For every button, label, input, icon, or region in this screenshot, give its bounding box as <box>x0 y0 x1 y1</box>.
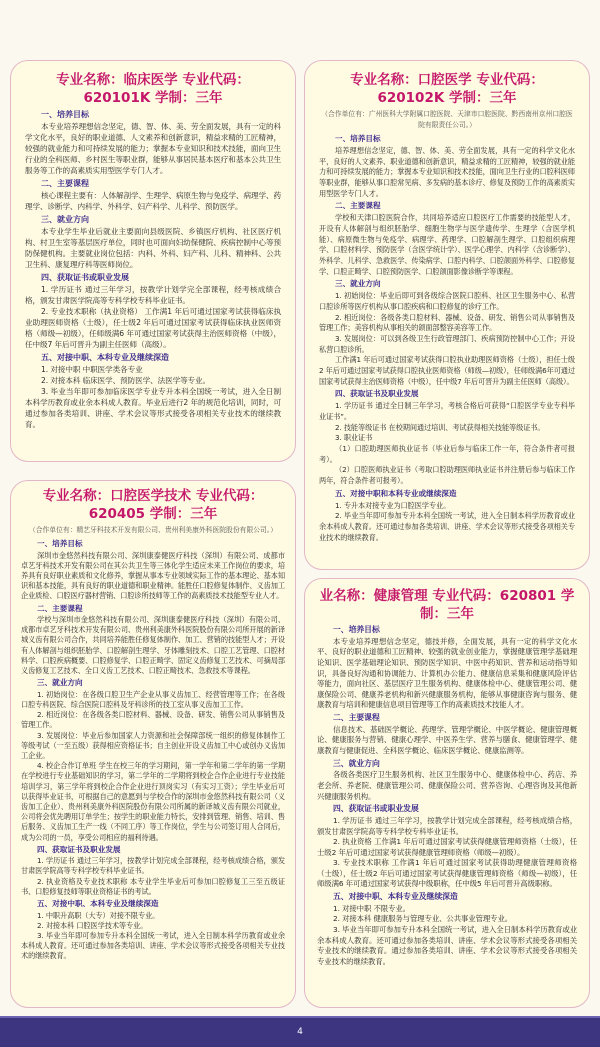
paragraph: 信息技术、基础医学概论、药理学、管理学概论、中医学概论、健康管理概论、健康服务与营销、健康心理学、中医养生学、营养与膳食、健康管理学、健康教育与健康促进、全科医学概论、临床医学概论、健康监测等。 <box>317 724 577 755</box>
paragraph: 3. 职业证书 <box>335 433 373 443</box>
section-title: 一、培养目标 <box>41 110 89 119</box>
section-title: 二、主要课程 <box>41 179 89 188</box>
paragraph: 本专业培养理想信念坚定，德、智、体、美、劳全面发展，具有一定的科学文化水平，良好的职业道德、人文素养和创新意识，精益求精的工匠精神，较强的就业能力和可持续发展的能力；掌握本专业知识和技术技能，面向卫生行业的全科医师、乡村医生等职业群，能够从事居民基本医疗和基本公共卫生服务等工作的高素质实用型医学专门人才。 <box>25 122 281 175</box>
section-title: 五、对接中职、本科专业及继续深造 <box>41 353 169 362</box>
program-subtitle: （合作单位有：精艺牙科技术开发有限公司、贵州利美康外科医院股份有限公司。） <box>28 526 278 534</box>
section-title: 二、主要课程 <box>333 712 380 722</box>
page-footer <box>0 1016 600 1047</box>
paragraph: 3. 毕业当年即可参加专升本科全国统一考试，进入全日制本科学历教育或业余本科成人教育。还可通过参加各类培训、讲座、学术会议等形式接受各项相关专业技术的继续教育。通过参加各类培训、讲座、学术会议等形式接受各项相关专业技术的继续教育。 <box>317 925 577 966</box>
paragraph: 1. 对接中职 中职医学类各专业 <box>41 365 143 374</box>
paragraph: 2. 执业资格 工作满1 年后可通过国家考试获得健康管理师资格（士级），任士级2 年后可通过国家考试获得健康管理师资格（师级—初级）。 <box>317 837 577 857</box>
paragraph: （1）口腔助理医师执业证书（毕业后参与临床工作一年，符合条件者可报考）。 <box>319 444 575 464</box>
paragraph: 各级各类医疗卫生服务机构、社区卫生服务中心、健康体检中心、药店、养老会所、养老院、健康管理公司、健康保险公司、营养咨询、心理咨询及其他新兴健康服务机构。 <box>317 770 577 801</box>
section-title: 四、获取证书及职业发展 <box>335 389 419 399</box>
paragraph: 2. 相近岗位：在各级各类口腔材料、器械、设备、研发、销售公司从事销售及管理工作。 <box>21 710 285 730</box>
paragraph: 1. 学历证书 通过三年学习，按教学计划完成全部课程，经考核成绩合格，颁发甘肃医学院高等专科学校专科毕业证书。 <box>21 856 285 876</box>
paragraph: 1. 学历证书 通过全日制三年学习，考核合格后可获得“口腔医学专业专科毕业证书”。 <box>319 401 575 421</box>
program-title: 专业名称：口腔医学技术 专业代码：620405 学制：三年 <box>42 488 264 522</box>
program-title: 专业名称：口腔医学 专业代码：620102K 学制：三年 <box>350 72 544 106</box>
program-card-health-management <box>304 578 590 1008</box>
paragraph: 2. 技能等级证书 在校期间通过培训、考试获得相关技能等级证书。 <box>335 422 545 432</box>
paragraph: 2. 执业资格及专业技术职称 本专业学生毕业后可参加口腔修复工三至五级证书、口腔修复技师等职业资格证书的考试。 <box>21 876 285 896</box>
section-title: 四、获取证书或职业发展 <box>333 804 419 814</box>
paragraph: 培养理想信念坚定，德、智、体、美、劳全面发展，具有一定的科学文化水平，良好的人文素养、职业道德和创新意识，精益求精的工匠精神，较强的就业能力和可持续发展的能力；掌握本专业知识和技术技能，面向卫生行业的口腔科医师等职业群，能够从事口腔常见病、多发病的基本诊疗、修复及预防工作的高素质实用型医学专门人才。 <box>319 145 575 198</box>
section-title: 三、就业方向 <box>333 758 380 768</box>
paragraph: 1. 对接中职 不限专业。 <box>333 903 410 913</box>
paragraph: 2. 对接本科 口腔医学技术等专业。 <box>37 920 148 930</box>
paragraph: 1. 专升本对接专业为口腔医学专业。 <box>335 500 451 510</box>
paragraph: 3. 发展岗位：可以到各级卫生行政管理部门、疾病预防控制中心工作；开设私营口腔诊所。 <box>319 333 575 354</box>
paragraph: 2. 专业技术职称（执业资格） 工作满1 年后可通过国家考试获得临床执业助理医师资格（士级），任士级2 年后可通过国家考试获得临床执业医师资格（师级—初级），任师级满6 年可通过国家考试获得主治医师资格（中级），任中级7 年后可晋升为副主任医师（高级）。 <box>25 307 281 349</box>
section-title: 一、培养目标 <box>333 625 380 634</box>
paragraph: 2. 对接本科 健康服务与管理专业、公共事业管理专业。 <box>333 914 513 924</box>
paragraph: 3. 专业技术职称 工作满1 年后可通过国家考试获得助理健康管理师资格（士级），任士级2 年后可通过国家考试获得健康管理师资格（师级—初级），任师级满6 年可通过国家考试获得中级职称，任中级5 年后可晋升高级职称。 <box>317 858 577 889</box>
section-title: 五、对接中职、本科专业及继续深造 <box>333 892 458 902</box>
section-title: 一、培养目标 <box>335 134 381 143</box>
section-title: 三、就业方向 <box>37 678 83 688</box>
section-title: 五、对接中职和本科专业或继续深造 <box>335 488 457 498</box>
paragraph: 1. 学历证书 通过三年学习，按教学计划学完全部课程，经考核成绩合格，颁发甘肃医学院高等专科学校专科毕业证书。 <box>25 285 281 305</box>
paragraph: 深圳市金悠然科技有限公司、深圳康泰健医疗科技（深圳）有限公司、成都市卓艺牙科技术开发有限公司在其公共卫生等三体化学生适应未来工作岗位的要求，培养具有良好职业素质和文化修养，掌握从事本专业领域实际工作的基本理论、基本知识和基本技能，具有良好的职业道德和职业精神。能胜任口腔修复体制作、义齿加工企业质检、口腔医疗器材营销、口腔诊所技师等工作的高素质技术技能型专业人才。 <box>21 550 285 601</box>
program-card-clinical-medicine <box>10 60 296 462</box>
paragraph: 核心课程主要有：人体解剖学、生理学、病原生物与免疫学、病理学、药理学、诊断学、内科学、外科学、妇产科学、儿科学、预防医学。 <box>25 191 281 211</box>
paragraph: 2. 相近岗位：各级各类口腔材料、器械、设备、研发、销售公司从事销售及管理工作；美容机构从事相关的颌面部整容美容等工作。 <box>319 312 575 333</box>
paragraph: 1. 中职升高职（大专）对接不限专业。 <box>37 910 160 920</box>
paragraph: 4. 校企合作订单班 学生在校三年的学习期间，第一学年和第二学年的第一学期在学校进行专业基础知识的学习，第二学年的二学期将到校企合作企业进行专业技能培训学习，第三学年将到校企合作企业进行顶岗实习（有实习工资）；学生毕业后可以获得毕业证书，可根据自己的意愿到与学校合作的深圳市金悠然科技有限公司（义齿加工企业）、贵州利美康外科医院股份有限公司所属的新译城义齿有限公司就业，公司将会优先聘用订单学生；按学生的职业能力特长，安排到管理、销售、培训、售后服务、义齿加工生产一线（不同工序）等工作岗位，学生与公司签订用人合同后，成为公司的一员，享受公司相应的福利待遇。 <box>21 761 285 842</box>
paragraph: 3. 发展岗位：毕业后参加国家人力资源和社会保障部统一组织的修复体制作工等级考试（一至五级）获得相应资格证书；自主创业开设义齿加工中心或创办义齿加工企业。 <box>21 730 285 760</box>
program-title: 业名称：健康管理 专业代码：620801 学制：三年 <box>319 588 575 622</box>
paragraph: 1. 学历证书 通过三年学习，按教学计划完成全部课程，经考核成绩合格，颁发甘肃医学院高等专科学校专科毕业证书。 <box>317 815 577 836</box>
section-title: 二、主要课程 <box>335 201 381 211</box>
program-card-dental-technology <box>10 480 296 1008</box>
paragraph: 1. 初始岗位：毕业后即可到各级综合医院口腔科、社区卫生服务中心、私营口腔诊所等医疗机构从事口腔疾病和口腔修复的诊疗工作。 <box>319 291 575 311</box>
section-title: 三、就业方向 <box>335 279 381 289</box>
section-title: 五、对接中职、本科专业及继续深造 <box>37 899 159 909</box>
paragraph: （2）口腔医师执业证书（考取口腔助理医师执业证书并注册后参与临床工作两年，符合条件者可报考）。 <box>319 465 575 486</box>
paragraph: 工作满1 年后可通过国家考试获得口腔执业助理医师资格（士级），担任士级2 年后可通过国家考试获得口腔执业医师资格（师级—初级），任师级满6年可通过国家考试获得主治医师资格（中级），任中级7 年后可晋升为副主任医师（高级）。 <box>319 355 575 386</box>
section-title: 三、就业方向 <box>41 215 89 224</box>
paragraph: 学校与深圳市金悠然科技有限公司、深圳康泰健医疗科技（深圳）有限公司、成都市卓艺牙科技术开发有限公司、贵州利美康外科医院股份有限公司所开展的新译城义齿有限公司合作，共同培养能胜任修复体制作、加工、营销的技能型人才；开设有人体解剖与组织胚胎学、口腔解剖生理学、牙体雕刻技术、口腔工艺管理、口腔材料学、口腔疾病概要、口腔修复学、口腔正畸学、固定义齿修复工艺技术、可摘局部义齿修复工艺技术、全口义齿工艺技术、口腔正畸技术、急救技术等课程。 <box>21 615 285 676</box>
paragraph: 3. 毕业当年即可参加专升本科全国统一考试，进入全日制本科学历教育或业余本科成人教育。还可通过参加各类培训、讲座、学术会议等形式接受各项相关专业技术的继续教育。 <box>21 931 285 961</box>
paragraph: 3. 毕业当年即可参加临床医学专业专升本科全国统一考试，进入全日制本科学历教育或业余本科成人教育。毕业后进行2 年的规范化培训，同时，可通过参加各类培训、讲座、学术会议等形式接受各项相关专业技术的继续教育。 <box>25 387 281 429</box>
program-card-stomatology <box>304 60 590 570</box>
page-number: 4 <box>297 1027 303 1037</box>
section-title: 四、获取证书及职业发展 <box>37 844 121 854</box>
paragraph: 2. 毕业当年即可参加专升本科全国统一考试，进入全日制本科学历教育或业余本科成人教育。还可通过参加各类培训、讲座、学术会议等形式接受各项相关专业技术的继续教育。 <box>319 511 575 542</box>
section-title: 二、主要课程 <box>37 603 83 613</box>
paragraph: 2. 对接本科 临床医学、预防医学、法医学等专业。 <box>41 376 211 385</box>
program-title: 专业名称：临床医学 专业代码：620101K 学制：三年 <box>56 72 250 106</box>
paragraph: 本专业学生毕业后就业主要面向县级医院、乡镇医疗机构、社区医疗机构、村卫生室等基层医疗单位，同时也可面向妇幼保健院、疾病控制中心等预防保健机构。主要就业岗位包括：内科、外科、妇产科、儿科、精神科、公共卫生科、康复理疗科等医师岗位。 <box>25 227 281 269</box>
paragraph: 学校和天津口腔医院合作，共同培养适应口腔医疗工作需要的技能型人才，开设有人体解剖与组织胚胎学、细胞生物学与医学遗传学、生理学（含医学机能）、病原微生物与免疫学、病理学、药理学、口腔解剖生理学、口腔组织病理学、口腔材料学、预防医学（含医学统计学）、医学心理学、内科学（含诊断学）、外科学、儿科学、急救医学、传染病学、口腔内科学、口腔颌面外科学、口腔修复学、口腔正畸学、口腔预防医学、口腔颌面影像诊断学等课程。 <box>319 213 575 276</box>
section-title: 一、培养目标 <box>37 539 83 548</box>
section-title: 四、获取证书或职业发展 <box>41 273 129 282</box>
top-band <box>0 0 600 52</box>
paragraph: 1. 初始岗位：在各级口腔卫生产企业从事义齿加工、经营管理等工作；在各级口腔专科医院、综合医院口腔科及牙科诊所的技工室从事义齿加工工作。 <box>21 689 285 709</box>
program-subtitle: （合作单位有：广州医科大学附属口腔医院、天津市口腔医院、黔西南州京州口腔医院有限责任公司。） <box>321 110 573 129</box>
paragraph: 本专业培养理想信念坚定，德技并修，全面发展，具有一定的科学文化水平、良好的职业道德和工匠精神、较强的就业创业能力，掌握健康管理学基础理论知识、医学基础理论知识、预防医学知识、中医中药知识、营养和运动指导知识，具备良好沟通和协调能力、计算机办公能力、健康信息采集和健康风险评估等能力，面向社区、基层医疗卫生服务机构、健康体检中心、健康管理公司、健康保险公司、健康养老机构和新兴健康服务机构，能够从事健康咨询与服务、健康教育与培训和健康信息项目管理等工作的高素质技术技能人才。 <box>317 636 577 710</box>
